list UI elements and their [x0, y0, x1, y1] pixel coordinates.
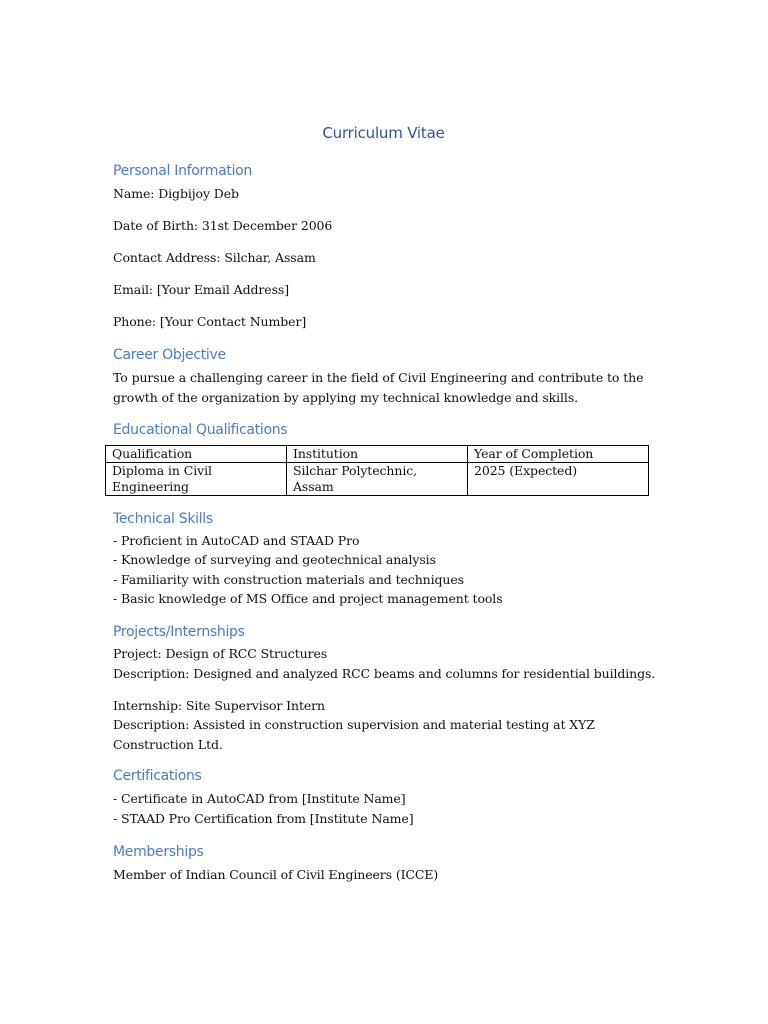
career-objective-text: To pursue a challenging career in the field of Civil Engineering and contribute to the growth of the organization by applying my technical knowledge and skills. — [113, 370, 644, 405]
table-cell: 2025 (Expected) — [468, 463, 649, 496]
table-header-cell: Institution — [287, 446, 468, 463]
projects-heading: Projects/Internships — [113, 624, 245, 640]
table-header-row — [106, 446, 649, 463]
personal-address: Contact Address: Silchar, Assam — [113, 250, 316, 265]
list-item: - STAAD Pro Certification from [Institute Name] — [113, 811, 414, 826]
table-cell: Silchar Polytechnic, Assam — [287, 463, 468, 496]
table-header-cell: Qualification — [106, 446, 287, 463]
table-cell: Diploma in Civil Engineering — [106, 463, 287, 496]
personal-email: Email: [Your Email Address] — [113, 282, 289, 297]
education-heading: Educational Qualifications — [113, 422, 288, 438]
internship-title: Internship: Site Supervisor Intern — [113, 698, 326, 713]
table-row — [106, 463, 649, 496]
list-item: - Certificate in AutoCAD from [Institute Name] — [113, 791, 406, 806]
personal-phone: Phone: [Your Contact Number] — [113, 314, 307, 329]
certifications-heading: Certifications — [113, 768, 202, 784]
list-item: - Knowledge of surveying and geotechnical analysis — [113, 552, 436, 567]
membership-text: Member of Indian Council of Civil Engineers (ICCE) — [113, 867, 439, 882]
memberships-heading: Memberships — [113, 844, 204, 860]
personal-dob: Date of Birth: 31st December 2006 — [113, 218, 333, 233]
personal-info-heading: Personal Information — [113, 163, 253, 179]
document-title: Curriculum Vitae — [322, 124, 445, 142]
list-item: - Familiarity with construction materials and techniques — [113, 572, 464, 587]
internship-description: Description: Assisted in construction supervision and material testing at XYZ Construction Ltd. — [113, 717, 595, 752]
personal-name: Name: Digbijoy Deb — [113, 186, 239, 201]
project-title: Project: Design of RCC Structures — [113, 646, 328, 661]
technical-skills-heading: Technical Skills — [113, 511, 213, 527]
table-header-cell: Year of Completion — [468, 446, 649, 463]
list-item: - Basic knowledge of MS Office and project management tools — [113, 591, 503, 606]
list-item: - Proficient in AutoCAD and STAAD Pro — [113, 533, 360, 548]
education-table — [105, 445, 649, 496]
project-description: Description: Designed and analyzed RCC beams and columns for residential buildings. — [113, 666, 656, 681]
career-objective-heading: Career Objective — [113, 347, 226, 363]
